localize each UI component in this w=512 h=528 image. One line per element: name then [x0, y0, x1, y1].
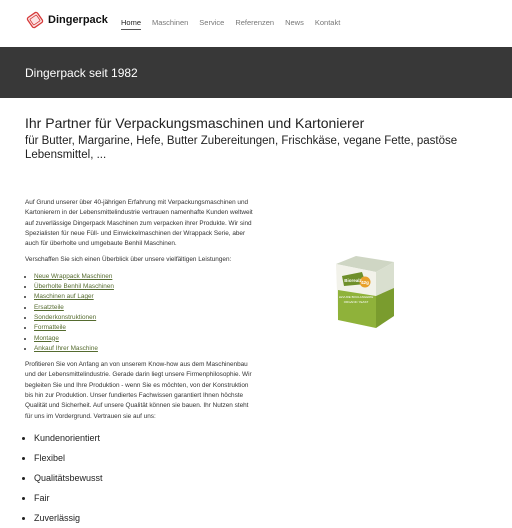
list-item — [34, 334, 257, 344]
page-subheadline: für Butter, Margarine, Hefe, Butter Zubereitungen, Frischkäse, vegane Fette, pastöse Lebensmittel, ... — [25, 135, 458, 161]
list-item — [34, 303, 257, 313]
header — [0, 0, 512, 47]
link-maschinen-lager[interactable]: Maschinen auf Lager — [34, 293, 94, 301]
list-item — [34, 292, 257, 302]
nav-maschinen[interactable]: Maschinen — [152, 18, 189, 27]
list-item: • Qualitätsbewusst — [34, 468, 257, 488]
list-item: • Flexibel — [34, 448, 257, 468]
main-nav — [121, 18, 351, 30]
intro-paragraph: Auf Grund unserer über 40-jährigen Erfahrung mit Verpackungsmaschinen und Kartonierern in der Lebensmittelindustrie vertrauen namenhafte Kunden weltweit auf zuverlässige Dingerpack Maschinen zum verpacken ihrer Produkte. Wir sind Spezialisten für neue Füll- und Einwickelmaschinen der Wrappack Serie, aber auch für überholte und umgebaute Benhil Maschinen. — [25, 199, 253, 248]
product-line1: LEVURE BOULANGERIE — [338, 295, 374, 299]
nav-kontakt[interactable]: Kontakt — [314, 18, 341, 27]
hero-banner — [0, 47, 512, 98]
nav-home[interactable]: Home — [121, 18, 141, 30]
product-brand: Biorealz — [344, 278, 362, 283]
list-item — [34, 272, 257, 282]
nav-service[interactable]: Service — [199, 18, 225, 27]
product-weight: 42g — [361, 280, 369, 285]
page-headline: Ihr Partner für Verpackungsmaschinen und Kartonierer — [25, 115, 365, 131]
link-montage[interactable]: Montage — [34, 334, 59, 342]
list-item — [34, 323, 257, 333]
dingerpack-logo-icon — [25, 10, 45, 30]
list-item: • Zuverlässig — [34, 508, 257, 528]
link-sonderkonstruktionen[interactable]: Sonderkonstruktionen — [34, 313, 97, 321]
banner-title: Dingerpack seit 1982 — [25, 66, 138, 80]
nav-news[interactable]: News — [285, 18, 304, 27]
link-ueberholte-benhil[interactable]: Überholte Benhil Maschinen — [34, 283, 114, 291]
link-neue-wrappack[interactable]: Neue Wrappack Maschinen — [34, 272, 113, 280]
brand-name: Dingerpack — [48, 14, 108, 26]
list-item — [34, 282, 257, 292]
philosophy-paragraph: Profitieren Sie von Anfang an von unserem Know-how aus dem Maschinenbau und der Lebensmittelindustrie. Gerade darin liegt unsere Firmenphilosophie. Wir begleiten Sie und Ihre Produktion - wenn Sie es möchten, von der Konstruktion bis hin zur Produktion. Unser fundiertes Fachwissen garantiert Ihnen höchste Qualität und Sicherheit. Auf unsere Qualität können sie bauen. Ihr Nutzen steht für uns im Vordergrund. Vertrauen sie auf uns: — [25, 361, 252, 420]
link-formatteile[interactable]: Formatteile — [34, 324, 66, 332]
list-item — [34, 313, 257, 323]
product-line2: ORGANIC YEAST — [343, 300, 369, 304]
link-ankauf[interactable]: Ankauf Ihrer Maschine — [34, 344, 98, 352]
services-intro: Verschaffen Sie sich einen Überblick über unsere vielfältigen Leistungen: — [25, 256, 232, 264]
features-list — [25, 428, 257, 528]
logo[interactable] — [25, 10, 108, 30]
nav-referenzen[interactable]: Referenzen — [235, 18, 275, 27]
list-item — [34, 344, 257, 354]
product-image — [332, 250, 396, 330]
link-ersatzteile[interactable]: Ersatzteile — [34, 303, 64, 311]
list-item: • Fair — [34, 488, 257, 508]
list-item: • Kundenorientiert — [34, 428, 257, 448]
services-list — [25, 272, 257, 354]
main-content — [25, 198, 257, 528]
